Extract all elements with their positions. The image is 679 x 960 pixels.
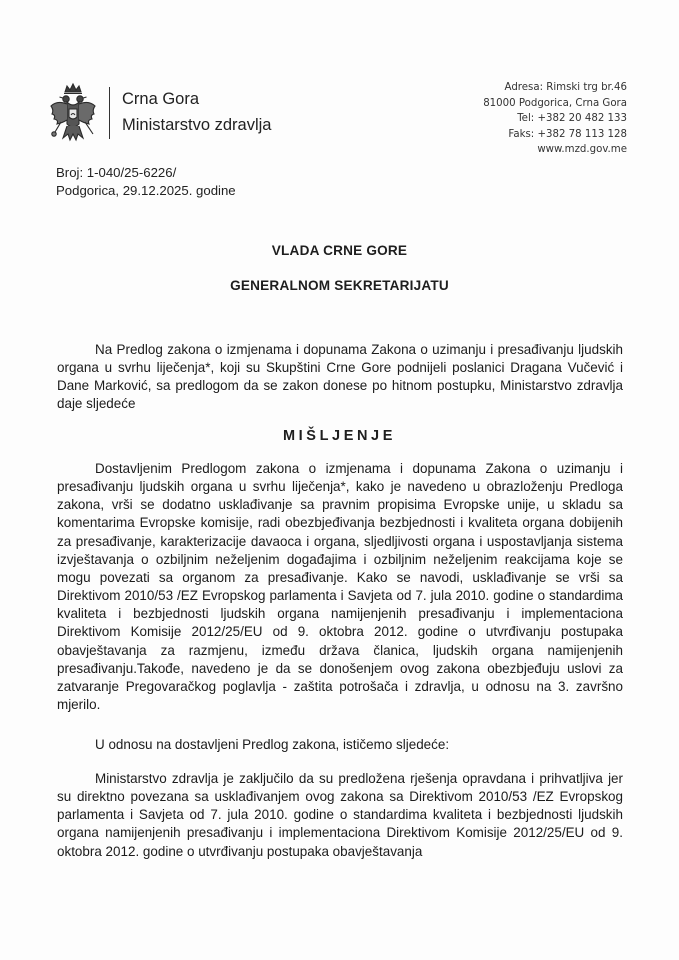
recipient-line-1: VLADA CRNE GORE xyxy=(271,243,408,258)
letterhead-divider xyxy=(109,87,110,139)
contact-city: 81000 Podgorica, Crna Gora xyxy=(483,97,627,109)
intro-text: Na Predlog zakona o izmjenama i dopunama Zakona o uzimanju i presađivanju ljudskih organa u svrhu liječenja*, koji su Skupštini Crne Gore podnijeli poslanici Dragana Vučević i Dane Marković, sa predlogom da se zakon donese po hitnom postupku, Ministarstvo zdravlja daje sljedeće xyxy=(57,342,623,412)
paragraph-2-text: U odnosu na dostavljeni Predlog zakona, ističemo sljedeće: xyxy=(95,737,450,752)
opinion-heading: MIŠLJENJE xyxy=(283,428,396,444)
paragraph-2 xyxy=(57,736,623,754)
paragraph-1 xyxy=(57,460,623,714)
contact-block xyxy=(483,80,627,158)
contact-address: Adresa: Rimski trg br.46 xyxy=(504,82,627,93)
paragraph-3-text: Ministarstvo zdravlja je zaključilo da su predložena rješenja opravdana i prihvatljiva jer su direktno povezana sa usklađivanjem ovog zakona sa Direktivom 2010/53 /EZ Evropskog parlamenta i Savjeta od 7. jula 2010. godine o standardima kvaliteta i bezbjednosti ljudskih organa namijenjenih presađivanju i implementaciona Direktivom Komisije 2012/25/EU od 9. oktobra 2012. godine o utvrđivanju postupaka obavještavanja xyxy=(57,771,623,859)
country-name: Crna Gora xyxy=(122,90,200,108)
montenegro-coat-of-arms-icon xyxy=(48,82,98,148)
ministry-name: Ministarstvo zdravlja xyxy=(122,116,272,134)
place-and-date: Podgorica, 29.12.2025. godine xyxy=(56,183,236,198)
paragraph-1-text: Dostavljenim Predlogom zakona o izmjenama i dopunama Zakona o uzimanju i presađivanju ljudskih organa u svrhu liječenja*, kako je navedeno u obrazloženju Predloga zakona, vrši se dodatno usklađivanje sa pravnim propisima Evropske unije, u skladu sa komentarima Evropske komisije, radi obezbjeđivanja bezbjednosti i kvaliteta organa dobijenih za presađivanje, karakterizacije davaoca i organa, sljedljivosti organa i uspostavljanja sistema izvještavanja o ozbiljnim neželjenim događajima i ozbiljnim neželjenim reakcijama koje se mogu povezati sa organom za presađivanje. Kako se navodi, usklađivanje se vrši sa Direktivom 2010/53 /EZ Evropskog parlamenta i Savjeta od 7. jula 2010. godine o standardima kvaliteta i bezbjednosti ljudskih organa namijenjenih presađivanju i implementaciona Direktivom Komisije 2012/25/EU od 9. oktobra 2012. godine o utvrđivanju postupaka obavještavanja za razmjenu, između država članica, ljudskih organa namijenjenih presađivanju.Takođe, navedeno je da se donošenjem ovog zakona obezbjeđuju uslovi za zatvaranje Pregovaračkog poglavlja - zaštita potrošača i zdravlja, u odnosu na 3. završno mjerilo. xyxy=(57,461,623,713)
contact-phone: Tel: +382 20 482 133 xyxy=(517,113,627,125)
reference-number: Broj: 1-040/25-6226/ xyxy=(56,165,177,180)
intro-paragraph xyxy=(57,341,623,414)
recipient-line-2: GENERALNOM SEKRETARIJATU xyxy=(230,278,449,293)
contact-website: www.mzd.gov.me xyxy=(537,144,627,156)
contact-fax: Faks: +382 78 113 128 xyxy=(508,128,627,140)
paragraph-3 xyxy=(57,770,623,861)
